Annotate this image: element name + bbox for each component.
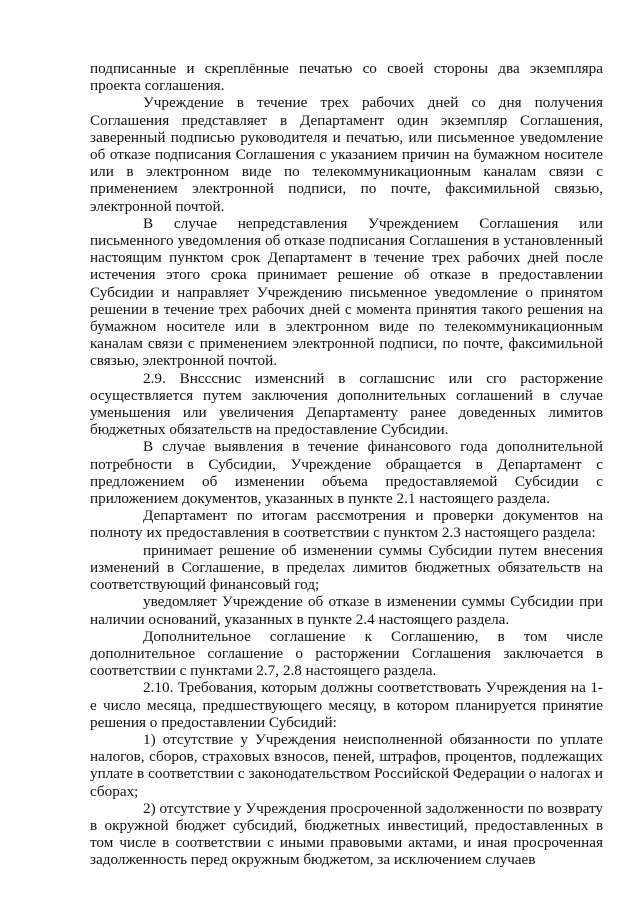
paragraph-notify-refusal: уведомляет Учреждение об отказе в изменении суммы Субсидии при наличии оснований, указанных в пункте 2.4 настоящего раздела. bbox=[90, 593, 603, 628]
paragraph-continuation: подписанные и скреплённые печатью со своей стороны два экземпляра проекта соглашения. bbox=[90, 60, 603, 95]
paragraph-additional-need: В случае выявления в течение финансового года дополнительной потребности в Субсидии, Учреждение обращается в Департамент с предложением об изменении объема предоставляемой Субсидии с приложением документов, указанных в пункте 2.1 настоящего раздела. bbox=[90, 438, 603, 508]
paragraph-additional-agreement: Дополнительное соглашение к Соглашению, в том числе дополнительное соглашение о расторжении Соглашения заключается в соответствии с пунктами 2.7, 2.8 настоящего раздела. bbox=[90, 627, 603, 680]
paragraph-requirement-1: 1) отсутствие у Учреждения неисполненной обязанности по уплате налогов, сборов, страховых взносов, пеней, штрафов, процентов, подлежащих уплате в соответствии с законодательством Российской Федерации о налогах и сборах; bbox=[90, 730, 603, 800]
paragraph-decision-change: принимает решение об изменении суммы Субсидии путем внесения изменений в Соглашение, в пределах лимитов бюджетных обязательств на соответствующий финансовый год; bbox=[90, 541, 603, 594]
paragraph-department-review: Департамент по итогам рассмотрения и проверки документов на полноту их предоставления в соответствии с пунктом 2.3 настоящего раздела: bbox=[90, 507, 603, 542]
paragraph-2-9: 2.9. Внссснис изменсний в соглашснис или сго расторжение осуществляется путем заключения дополнительных соглашений в случае уменьшения или увеличения Департаменту ранее доведенных лимитов бюджетных обязательств на предоставление Субсидии. bbox=[90, 369, 603, 439]
paragraph-agreement-return: Учреждение в течение трех рабочих дней со дня получения Соглашения представляет в Департамент один экземпляр Соглашения, заверенный подписью руководителя и печатью, или письменное уведомление об отказе подписания Соглашения с указанием причин на бумажном носителе или в электронном виде по телекоммуникационным каналам связи с применением электронной подписи, по почте, факсимильной связью, электронной почтой. bbox=[90, 94, 603, 215]
document-body bbox=[90, 60, 603, 869]
paragraph-nonsubmission: В случае непредставления Учреждением Соглашения или письменного уведомления об отказе подписания Соглашения в установленный настоящим пунктом срок Департамент в течение трех рабочих дней после истечения этого срока принимает решение об отказе в предоставлении Субсидии и направляет Учреждению письменное уведомление о принятом решении в течение трех рабочих дней с момента принятия такого решения на бумажном носителе или в электронном виде по телекоммуникационным каналам связи с применением электронной подписи, по почте, факсимильной связью, электронной почтой. bbox=[90, 214, 603, 370]
paragraph-requirement-2: 2) отсутствие у Учреждения просроченной задолженности по возврату в окружной бюджет субсидий, бюджетных инвестиций, предоставленных в том числе в соответствии с иными правовыми актами, и иная просроченная задолженность перед окружным бюджетом, за исключением случаев bbox=[90, 799, 603, 869]
paragraph-2-10: 2.10. Требования, которым должны соответствовать Учреждения на 1-е число месяца, предшествующего месяцу, в котором планируется принятие решения о предоставлении Субсидий: bbox=[90, 679, 603, 731]
